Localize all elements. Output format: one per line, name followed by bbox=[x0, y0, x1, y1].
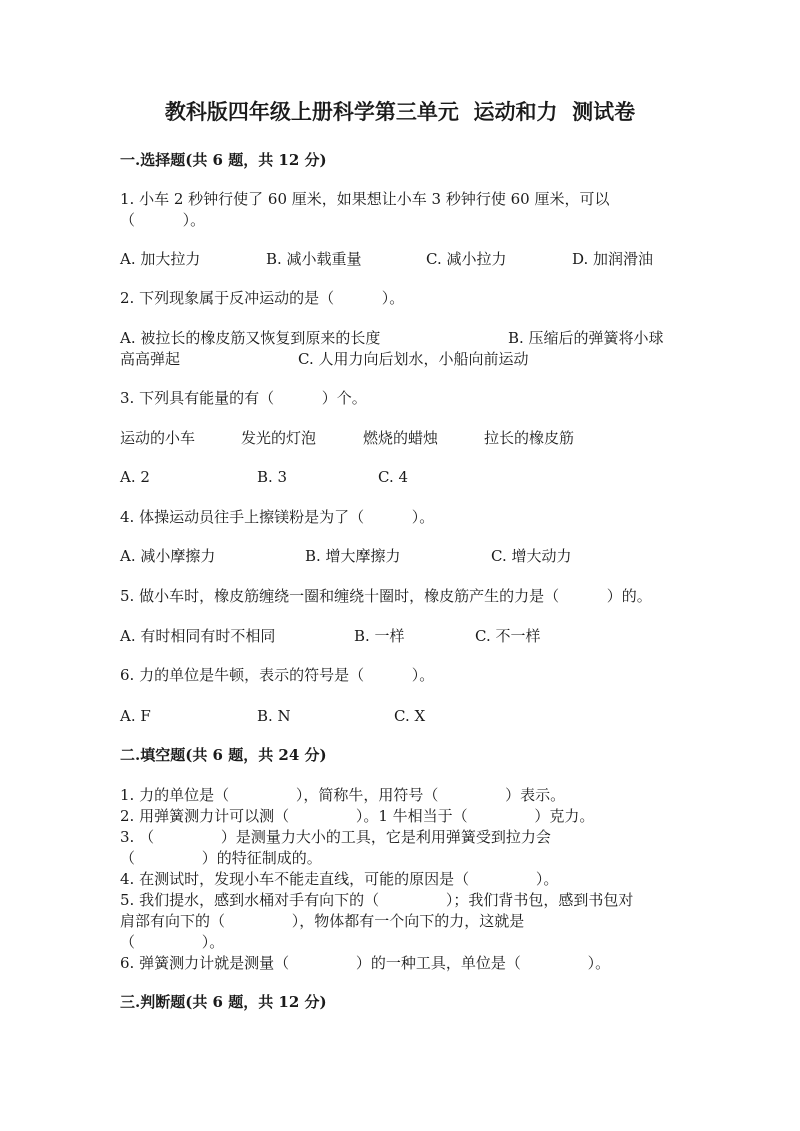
question-5-stem: 5. 做小车时，橡皮筋缠绕一圈和缠绕十圈时，橡皮筋产生的力是（ ）的。 bbox=[120, 587, 652, 605]
question-6-stem: 6. 力的单位是牛顿，表示的符号是（ ）。 bbox=[120, 666, 435, 684]
q1-option-b: B. 减小载重量 bbox=[266, 250, 362, 268]
q1-option-c: C. 减小拉力 bbox=[426, 250, 507, 268]
q2-option-b-continued: 高高弹起 bbox=[120, 350, 181, 368]
fill-line-1: 1. 力的单位是（ ），简称牛，用符号（ ）表示。 bbox=[120, 786, 566, 804]
q3-item-2: 发光的灯泡 bbox=[241, 429, 317, 447]
q3-option-a: A. 2 bbox=[120, 468, 150, 486]
q4-option-b: B. 增大摩擦力 bbox=[305, 547, 401, 565]
fill-line-9: 6. 弹簧测力计就是测量（ ）的一种工具，单位是（ ）。 bbox=[120, 954, 611, 972]
q2-option-a: A. 被拉长的橡皮筋又恢复到原来的长度 bbox=[120, 329, 381, 347]
q6-option-c: C. X bbox=[394, 707, 426, 725]
q3-option-b: B. 3 bbox=[257, 468, 288, 486]
fill-line-8: （ ）。 bbox=[120, 933, 225, 951]
question-4-stem: 4. 体操运动员往手上擦镁粉是为了（ ）。 bbox=[120, 508, 435, 526]
section-heading-true-false: 三.判断题(共 6 题，共 12 分) bbox=[120, 993, 327, 1011]
q5-option-b: B. 一样 bbox=[354, 627, 405, 645]
fill-line-4: （ ）的特征制成的。 bbox=[120, 849, 322, 867]
q6-option-a: A. F bbox=[120, 707, 151, 725]
fill-line-2: 2. 用弹簧测力计可以测（ ）。1 牛相当于（ ）克力。 bbox=[120, 807, 595, 825]
fill-line-7: 肩部有向下的（ ），物体都有一个向下的力，这就是 bbox=[120, 912, 525, 930]
q2-option-b: B. 压缩后的弹簧将小球 bbox=[508, 329, 664, 347]
fill-line-5: 4. 在测试时，发现小车不能走直线，可能的原因是（ ）。 bbox=[120, 870, 559, 888]
q3-item-4: 拉长的橡皮筋 bbox=[484, 429, 575, 447]
page-title: 教科版四年级上册科学第三单元 运动和力 测试卷 bbox=[164, 99, 636, 124]
q1-option-a: A. 加大拉力 bbox=[120, 250, 201, 268]
section-heading-fill-blank: 二.填空题(共 6 题，共 24 分) bbox=[120, 746, 327, 764]
question-2-stem: 2. 下列现象属于反冲运动的是（ ）。 bbox=[120, 289, 405, 307]
fill-line-6: 5. 我们提水，感到水桶对手有向下的（ ）；我们背书包，感到书包对 bbox=[120, 891, 634, 909]
question-1-line-1: 1. 小车 2 秒钟行使了 60 厘米，如果想让小车 3 秒钟行使 60 厘米，可以 bbox=[120, 190, 610, 208]
q3-item-1: 运动的小车 bbox=[120, 429, 196, 447]
section-heading-choice: 一.选择题(共 6 题，共 12 分) bbox=[120, 151, 327, 169]
fill-line-3: 3. （ ）是测量力大小的工具，它是利用弹簧受到拉力会 bbox=[120, 828, 551, 846]
q4-option-c: C. 增大动力 bbox=[491, 547, 572, 565]
q5-option-a: A. 有时相同有时不相同 bbox=[120, 627, 276, 645]
q5-option-c: C. 不一样 bbox=[475, 627, 541, 645]
q1-option-d: D. 加润滑油 bbox=[572, 250, 654, 268]
question-3-stem: 3. 下列具有能量的有（ ）个。 bbox=[120, 389, 367, 407]
q3-item-3: 燃烧的蜡烛 bbox=[363, 429, 439, 447]
q4-option-a: A. 减小摩擦力 bbox=[120, 547, 216, 565]
q6-option-b: B. N bbox=[257, 707, 291, 725]
q2-option-c: C. 人用力向后划水，小船向前运动 bbox=[298, 350, 529, 368]
q3-option-c: C. 4 bbox=[378, 468, 409, 486]
question-1-line-2: （ ）。 bbox=[120, 211, 206, 229]
